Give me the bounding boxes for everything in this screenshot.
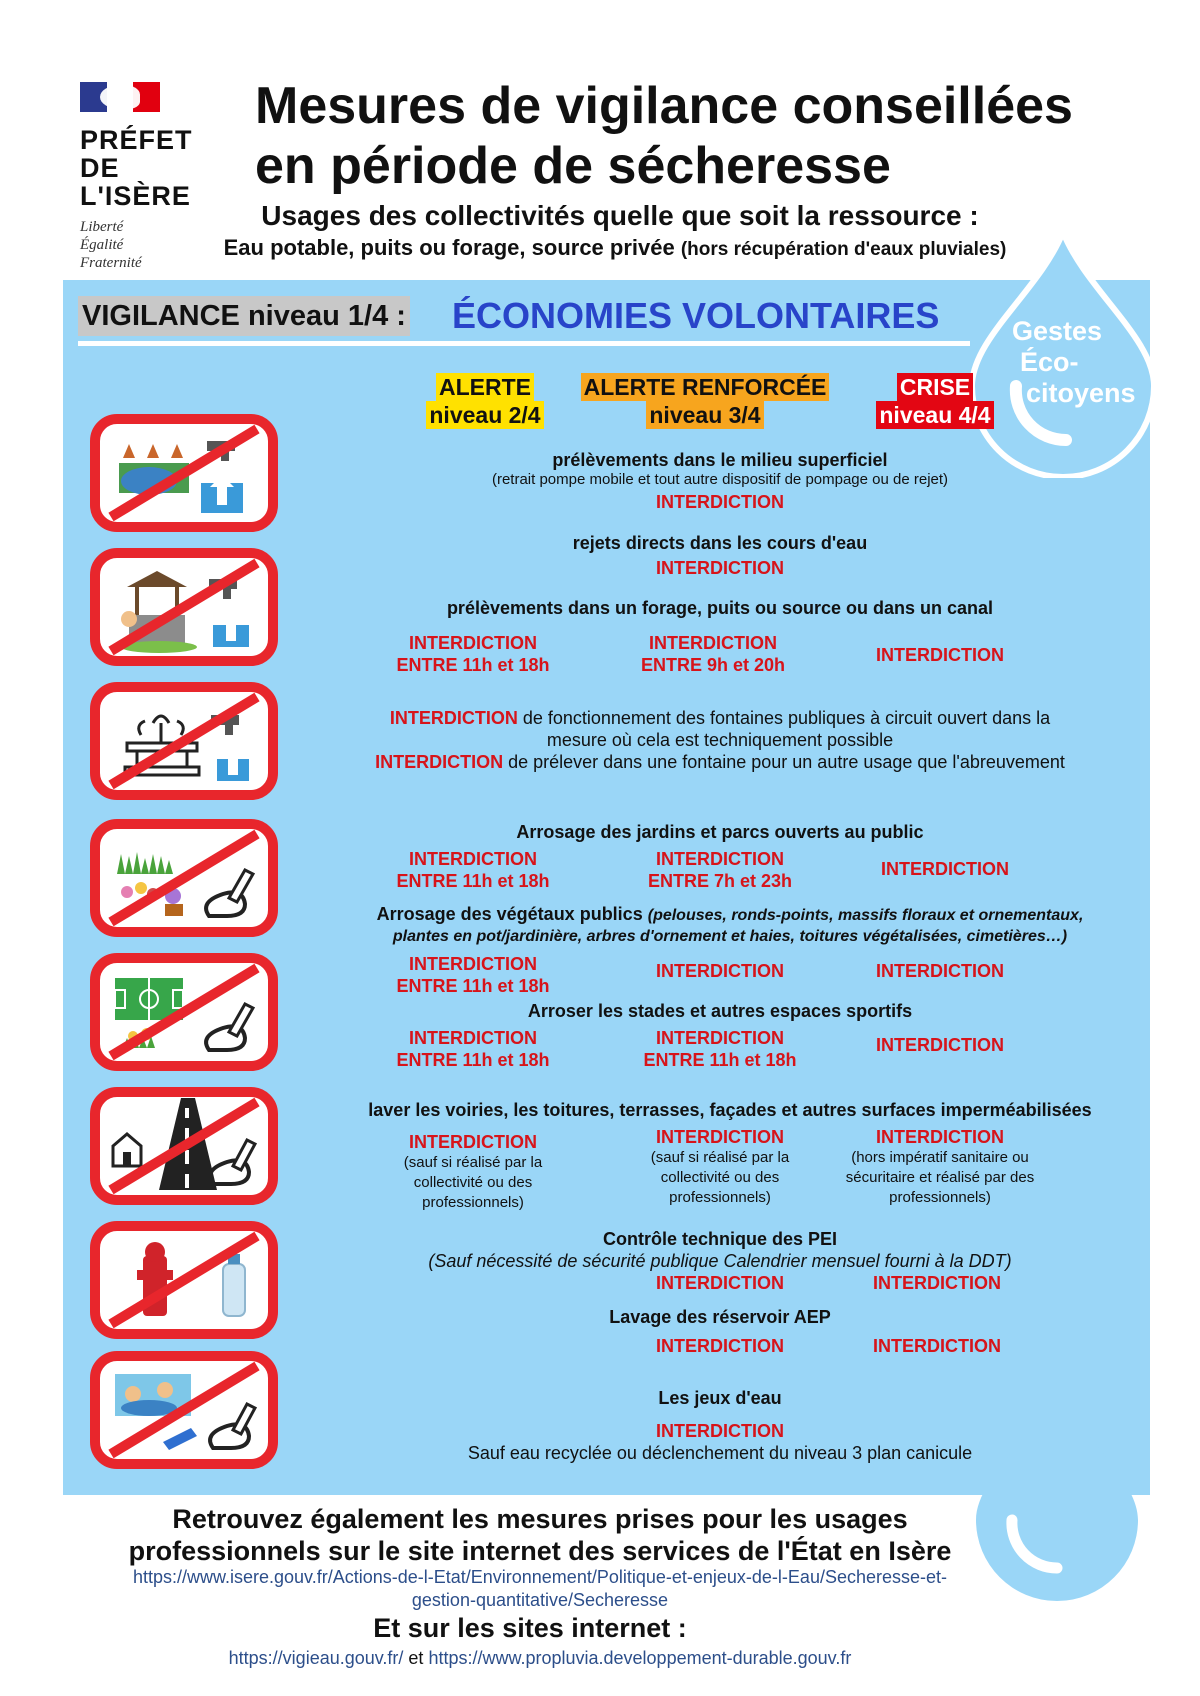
gestes-eco-citoyens [1012,316,1152,409]
level-crise-name: CRISE [897,373,973,401]
m5-alerte-hours: ENTRE 11h et 18h [396,871,550,891]
m11-title: Les jeux d'eau [658,1388,782,1408]
devise-fraternite: Fraternité [80,255,142,271]
level-renforcee-name: ALERTE RENFORCÉE [581,373,830,401]
m7-renforcee [615,1027,825,1071]
m7-alerte-rule: INTERDICTION [409,1028,537,1048]
isere-link[interactable] [70,1566,1010,1612]
m3-renforcee [608,632,818,676]
m11-rule: INTERDICTION [656,1421,784,1441]
logo-line1: PRÉFET [80,125,193,155]
level-alerte-number: niveau 2/4 [426,401,543,429]
logo-prefet-text [80,126,230,210]
subtitle-resources-main: Eau potable, puits ou forage, source privée [223,235,675,260]
m3-alerte-rule: INTERDICTION [409,633,537,653]
m8-crise-note-2: sécuritaire et réalisé par des [845,1169,1035,1186]
m9-renforcee: INTERDICTION [656,1273,784,1293]
m8-renforcee-note-3: professionnels) [669,1189,771,1206]
m8-title: laver les voiries, les toitures, terrasses, façades et autres surfaces imperméabilisées [368,1100,1092,1120]
isere-link-part2[interactable]: gestion-quantitative/Secheresse [411,1590,669,1610]
arrosage-jardin-icon [89,818,279,938]
m10-title: Lavage des réservoir AEP [609,1307,831,1327]
puits-icon [89,547,279,667]
m7-alerte-hours: ENTRE 11h et 18h [396,1050,550,1070]
m10-crise: INTERDICTION [873,1336,1001,1356]
level-alerte-renforcee [560,373,850,429]
m6-detail-2: plantes en pot/jardinière, arbres d'ornement et haies, toitures végétalisées, cimetières…) [392,928,1068,945]
m9-crise: INTERDICTION [873,1273,1001,1293]
m6-crise: INTERDICTION [876,961,1004,981]
m6-title-text: Arrosage des végétaux publics [376,904,643,924]
page-title [255,76,1155,196]
m4-text-2: mesure où cela est techniquement possible [546,730,894,750]
m1-note: (retrait pompe mobile et tout autre dispositif de pompage ou de rejet) [491,471,949,488]
m3-renforcee-rule: INTERDICTION [649,633,777,653]
m5-renforcee-rule: INTERDICTION [656,849,784,869]
m8-renforcee-rule: INTERDICTION [656,1127,784,1147]
m4-text-3: de prélever dans une fontaine pour un autre usage que l'abreuvement [503,752,1065,772]
m8-crise [820,1126,1060,1208]
m7-renforcee-rule: INTERDICTION [656,1028,784,1048]
isere-link-part1[interactable]: https://www.isere.gouv.fr/Actions-de-l-Etat/Environnement/Politique-et-enjeux-de-l-Eau/Secheresse-et- [132,1567,948,1587]
vigilance-title: ÉCONOMIES VOLONTAIRES [452,295,940,336]
hydrant-bouteille-icon [89,1220,279,1340]
m6-detail-1: (pelouses, ronds-points, massifs floraux et ornementaux, [647,907,1084,924]
m6-alerte-rule: INTERDICTION [409,954,537,974]
m4-rule-1: INTERDICTION [389,708,518,728]
m8-crise-rule: INTERDICTION [876,1127,1004,1147]
gestes-line3: citoyens [1026,378,1136,408]
footer-sites-heading: Et sur les sites internet : [373,1613,687,1643]
m9-title: Contrôle technique des PEI [602,1229,838,1249]
stade-icon [89,952,279,1072]
m1-rule: INTERDICTION [656,492,784,512]
m7-alerte [368,1027,578,1071]
gestes-line1: Gestes [1012,316,1103,346]
level-crise-number: niveau 4/4 [876,401,993,429]
fontaine-icon [89,681,279,801]
vigilance-underline [78,341,970,346]
m8-alerte-note-3: professionnels) [422,1194,524,1211]
marianne-flag-icon [80,82,160,112]
m3-alerte [368,632,578,676]
m7-crise: INTERDICTION [876,1035,1004,1055]
m1-title: prélèvements dans le milieu superficiel [552,450,888,470]
m7-title: Arroser les stades et autres espaces sportifs [527,1001,913,1021]
level-crise [860,373,1010,429]
m8-alerte [368,1131,578,1213]
m5-alerte [368,848,578,892]
m8-alerte-rule: INTERDICTION [409,1132,537,1152]
m5-renforcee-hours: ENTRE 7h et 23h [647,871,793,891]
m6-alerte-hours: ENTRE 11h et 18h [396,976,550,996]
m11-note: Sauf eau recyclée ou déclenchement du niveau 3 plan canicule [467,1443,973,1463]
m6-renforcee: INTERDICTION [656,961,784,981]
m3-alerte-hours: ENTRE 11h et 18h [396,655,550,675]
m10-renforcee: INTERDICTION [656,1336,784,1356]
m8-crise-note-1: (hors impératif sanitaire ou [851,1149,1029,1166]
m2-title: rejets directs dans les cours d'eau [572,533,868,553]
logo-line2: DE L'ISÈRE [80,153,191,211]
m8-renforcee-note-1: (sauf si réalisé par la [650,1149,790,1166]
footer-line2: professionnels sur le site internet des services de l'État en Isère [128,1536,952,1566]
m4-text-1: de fonctionnement des fontaines publiques à circuit ouvert dans la [517,708,1051,728]
m5-alerte-rule: INTERDICTION [409,849,537,869]
subtitle: Usages des collectivités quelle que soit la ressource : [261,200,979,231]
level-renforcee-number: niveau 3/4 [646,401,763,429]
m6-title [300,903,1160,947]
m3-title: prélèvements dans un forage, puits ou source ou dans un canal [446,598,994,618]
prelevement-milieu-icon [89,413,279,533]
footer-message [60,1503,1020,1567]
m3-renforcee-hours: ENTRE 9h et 20h [640,655,786,675]
footer-line1: Retrouvez également les mesures prises pour les usages [172,1504,908,1534]
propluvia-link[interactable]: https://www.propluvia.developpement-durable.gouv.fr [428,1648,852,1668]
gestes-line2: Éco- [1020,347,1079,377]
devise-liberte: Liberté [80,219,124,235]
m8-renforcee-note-2: collectivité ou des [660,1169,780,1186]
m8-crise-note-3: professionnels) [889,1189,991,1206]
jeux-eau-icon [89,1350,279,1470]
m2-rule: INTERDICTION [656,558,784,578]
title-line1: Mesures de vigilance conseillées [255,77,1073,135]
voirie-icon [89,1086,279,1206]
footer-sites-links [100,1647,980,1670]
level-alerte-name: ALERTE [436,373,534,401]
m9-note: (Sauf nécessité de sécurité publique Calendrier mensuel fourni à la DDT) [428,1251,1012,1271]
footer-et: et [403,1648,429,1668]
m6-alerte [368,953,578,997]
devise-egalite: Égalité [80,237,124,253]
m8-alerte-note-2: collectivité ou des [413,1174,533,1191]
m4-rule-2: INTERDICTION [375,752,504,772]
level-alerte [410,373,560,429]
subtitle-resources-note: (hors récupération d'eaux pluviales) [680,239,1007,260]
m5-title: Arrosage des jardins et parcs ouverts au public [516,822,924,842]
vigilance-level-label: VIGILANCE niveau 1/4 : [78,296,410,336]
m5-crise: INTERDICTION [881,859,1009,879]
subtitle-resources [150,234,1080,264]
m8-renforcee [615,1126,825,1208]
title-line2: en période de sécheresse [255,137,891,195]
m7-renforcee-hours: ENTRE 11h et 18h [643,1050,797,1070]
m3-crise: INTERDICTION [876,645,1004,665]
m4-text [320,707,1120,773]
vigieau-link[interactable]: https://vigieau.gouv.fr/ [228,1648,404,1668]
m8-alerte-note-1: (sauf si réalisé par la [403,1154,543,1171]
m5-renforcee [615,848,825,892]
